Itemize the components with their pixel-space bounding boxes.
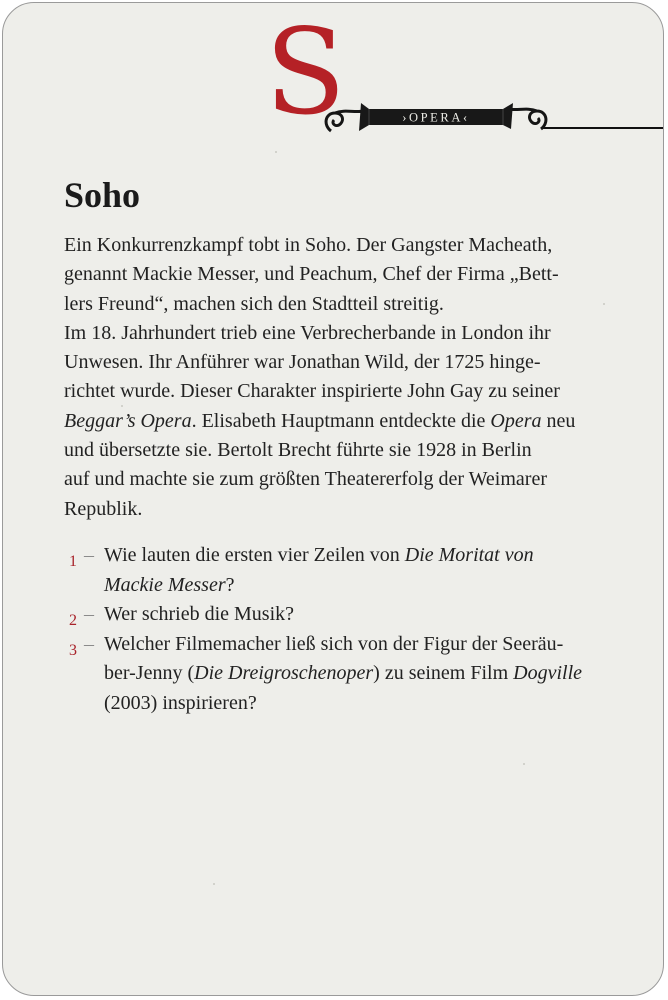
question-number: 1 bbox=[69, 553, 77, 570]
text-segment: Unwesen. Ihr Anführer war Jonathan Wild, der 1725 hinge- bbox=[64, 351, 541, 374]
question-list bbox=[64, 541, 639, 718]
question-dash: – bbox=[84, 603, 94, 625]
text-segment: auf und machte sie zum größten Theatererfolg der Weimarer bbox=[64, 468, 547, 491]
text-segment: richtet wurde. Dieser Charakter inspirierte John Gay zu seiner bbox=[64, 380, 560, 403]
drop-initial-letter: S bbox=[265, 3, 346, 141]
paper-speck bbox=[523, 763, 525, 765]
banner-left-scroll-icon bbox=[326, 111, 363, 131]
text-segment: Welcher Filmemacher ließ sich von der Figur der Seeräu- bbox=[104, 632, 564, 655]
italic-title-text: Mackie Messer bbox=[104, 573, 226, 596]
paper-speck bbox=[213, 883, 215, 885]
question-line bbox=[104, 630, 639, 660]
italic-title-text: Beggar’s Opera bbox=[64, 409, 192, 432]
header-rule-line bbox=[543, 127, 664, 129]
body-line bbox=[64, 465, 634, 494]
text-segment: und übersetzte sie. Bertolt Brecht führte sie 1928 in Berlin bbox=[64, 439, 532, 462]
question-line bbox=[104, 600, 639, 630]
question-line bbox=[104, 689, 639, 719]
body-line bbox=[64, 377, 634, 406]
card-body-text bbox=[64, 231, 634, 524]
body-line bbox=[64, 407, 634, 436]
text-segment: . Elisabeth Hauptmann entdeckte die bbox=[191, 409, 491, 432]
question-line bbox=[104, 659, 639, 689]
text-segment: Ein Konkurrenzkampf tobt in Soho. Der Gangster Macheath, bbox=[64, 234, 553, 256]
question-number: 3 bbox=[69, 641, 77, 659]
question-item bbox=[64, 541, 639, 600]
text-segment: lers Freund“, machen sich den Stadtteil streitig. bbox=[64, 292, 444, 315]
banner-right-scroll-icon bbox=[509, 109, 546, 129]
italic-title-text: Die Dreigroschenoper bbox=[194, 662, 374, 684]
text-segment: ) zu seinem Film bbox=[373, 662, 514, 684]
text-segment: Im 18. Jahrhundert trieb eine Verbrecherbande in London ihr bbox=[64, 321, 551, 344]
body-line bbox=[64, 319, 634, 348]
category-banner bbox=[321, 89, 551, 145]
text-segment: ber-Jenny ( bbox=[104, 662, 195, 684]
question-item bbox=[64, 630, 639, 719]
question-dash: – bbox=[84, 544, 94, 566]
question-line bbox=[104, 541, 639, 571]
question-item bbox=[64, 600, 639, 630]
italic-title-text: Opera bbox=[490, 409, 542, 432]
body-line bbox=[64, 495, 634, 524]
question-dash: – bbox=[84, 632, 94, 655]
text-segment: Republik. bbox=[64, 497, 143, 520]
paper-speck bbox=[275, 151, 277, 153]
category-label: ›OPERA‹ bbox=[402, 110, 470, 125]
card-title: Soho bbox=[64, 175, 141, 215]
text-segment: Wie lauten die ersten vier Zeilen von bbox=[104, 544, 405, 566]
text-segment: neu bbox=[541, 409, 576, 432]
body-line bbox=[64, 290, 634, 319]
question-number: 2 bbox=[69, 612, 77, 629]
body-line bbox=[64, 260, 634, 289]
body-line bbox=[64, 436, 634, 465]
italic-title-text: Dogville bbox=[513, 662, 583, 684]
quiz-card bbox=[2, 2, 664, 996]
text-segment: genannt Mackie Messer, und Peachum, Chef der Firma „Bett- bbox=[64, 263, 559, 286]
italic-title-text: Die Moritat von bbox=[404, 544, 534, 566]
text-segment: (2003) inspirieren? bbox=[104, 691, 257, 714]
body-line bbox=[64, 231, 634, 260]
text-segment: Wer schrieb die Musik? bbox=[104, 603, 294, 625]
question-line bbox=[104, 571, 639, 601]
text-segment: ? bbox=[225, 573, 235, 596]
body-line bbox=[64, 348, 634, 377]
